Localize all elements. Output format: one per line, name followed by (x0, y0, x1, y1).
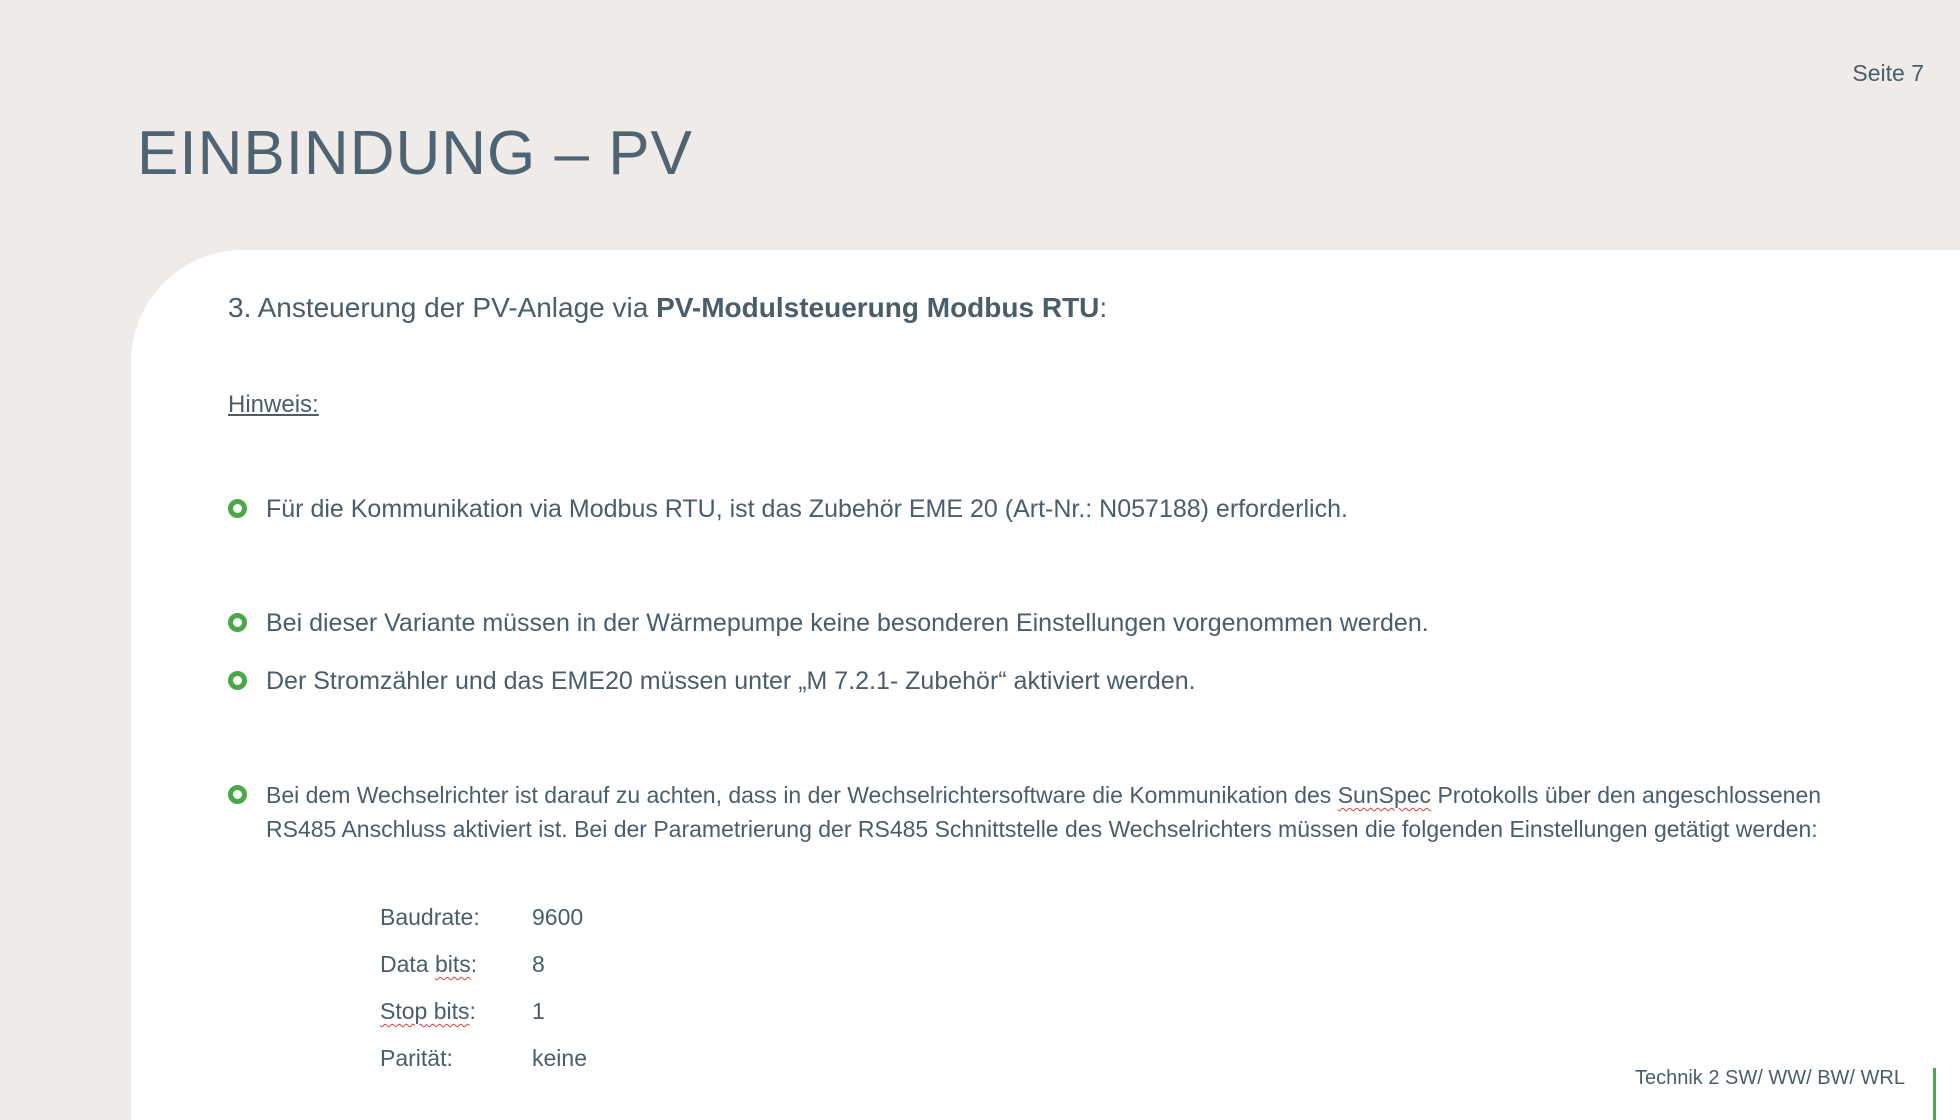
footer-accent-line (1933, 1068, 1936, 1120)
bullet-text: Für die Kommunikation via Modbus RTU, ist das Zubehör EME 20 (Art-Nr.: N057188) erforderlich. (266, 495, 1348, 523)
section-heading-suffix: : (1099, 292, 1108, 323)
setting-label (380, 998, 532, 1025)
setting-label-text: Parität: (380, 1045, 453, 1071)
bullet-text: Bei dieser Variante müssen in der Wärmepumpe keine besonderen Einstellungen vorgenommen werden. (266, 609, 1429, 637)
bullet-item (228, 778, 1828, 846)
footer-text: Technik 2 SW/ WW/ BW/ WRL (1634, 1067, 1905, 1089)
setting-label-colon: : (470, 951, 478, 977)
settings-row-stop-bits (380, 988, 587, 1035)
bullet-ring-icon (228, 785, 247, 804)
setting-value: 1 (532, 998, 545, 1024)
section-heading-prefix: 3. Ansteuerung der PV-Anlage via (228, 292, 657, 323)
bullet-item (228, 492, 1348, 526)
setting-label (380, 904, 532, 931)
setting-label-colon: : (469, 998, 476, 1024)
content-panel (131, 250, 1960, 1120)
setting-label-term: bits (427, 998, 470, 1024)
setting-label (380, 1045, 532, 1072)
setting-label (380, 951, 532, 978)
bullet-ring-icon (228, 671, 247, 690)
setting-label-text: Baudrate: (380, 904, 480, 930)
bullet-text (266, 778, 1828, 846)
setting-value: 9600 (532, 904, 584, 930)
bullet-text-part1: Bei dem Wechselrichter ist darauf zu achten, dass in der Wechselrichtersoftware die Kommunikation des (266, 782, 1338, 808)
settings-row-data-bits (380, 941, 587, 988)
bullet-item (228, 606, 1429, 640)
setting-value: 8 (532, 951, 545, 977)
setting-label-text: Stop (380, 998, 428, 1024)
section-heading-bold: PV-Modulsteuerung Modbus RTU (656, 292, 1100, 323)
bullet-text: Der Stromzähler und das EME20 müssen unter „M 7.2.1- Zubehör“ aktiviert werden. (266, 667, 1196, 695)
settings-table (380, 894, 587, 1082)
settings-row-parity (380, 1035, 587, 1082)
section-heading (228, 292, 1107, 324)
slide-title: EINBINDUNG – PV (137, 119, 693, 188)
bullet-text-part2: Protokolls über den angeschlossenen RS485 Anschluss aktiviert ist. Bei der Parametrierung der RS485 Schnittstelle des Wechselrichters müssen die folgenden Einstellungen getätigt werden: (266, 782, 1822, 842)
setting-label-text: Data (380, 951, 435, 977)
note-label: Hinweis: (228, 391, 319, 418)
page-number: Seite 7 (1852, 60, 1924, 86)
bullet-item (228, 664, 1196, 698)
bullet-ring-icon (228, 499, 247, 518)
sunspec-term: SunSpec (1337, 782, 1432, 808)
bullet-ring-icon (228, 613, 247, 632)
settings-row-baudrate (380, 894, 587, 941)
setting-value: keine (532, 1045, 587, 1071)
setting-label-term: bits (434, 951, 471, 977)
